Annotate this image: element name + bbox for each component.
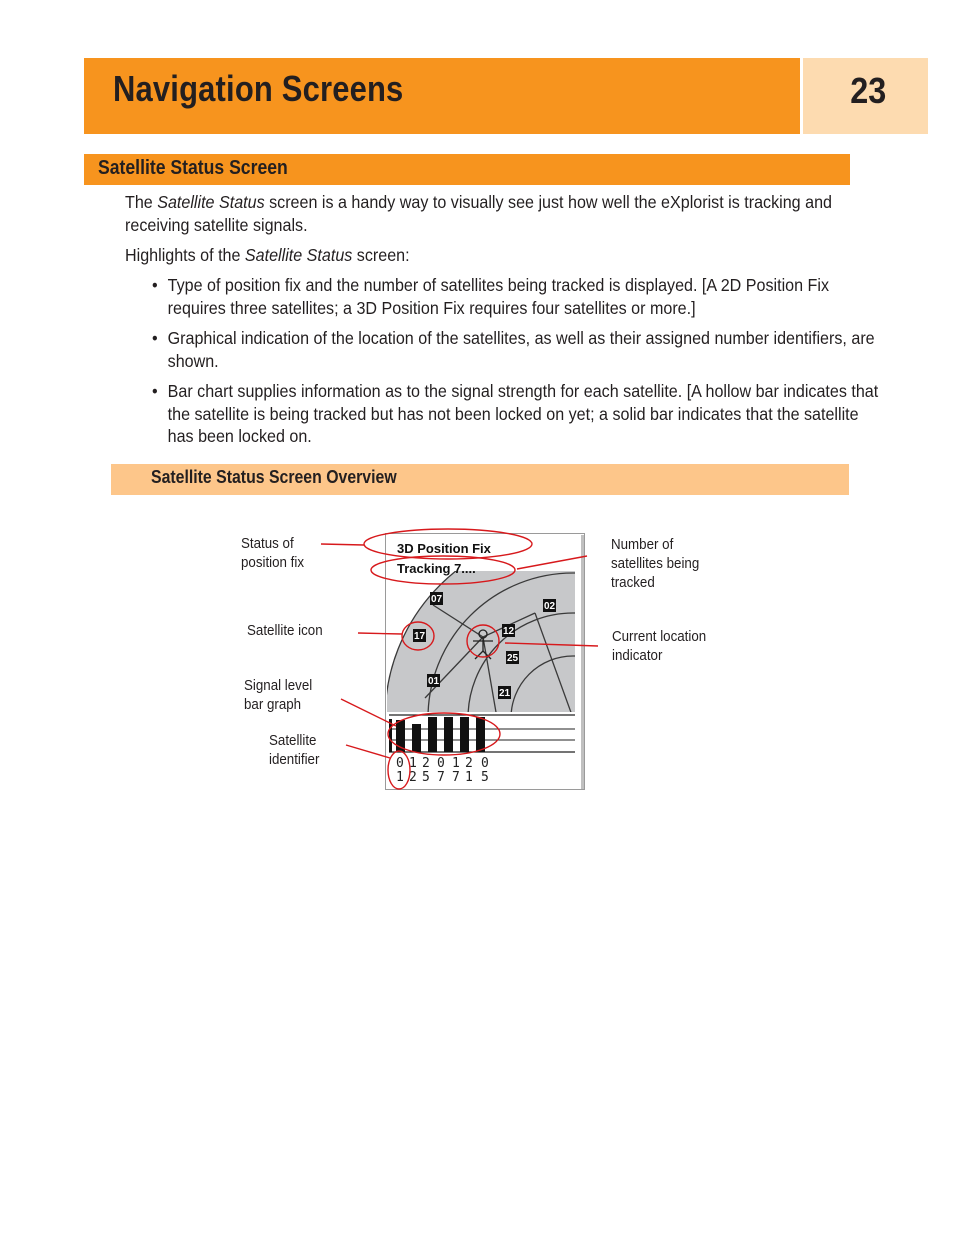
satellite-icon <box>498 686 511 699</box>
signal-bar <box>476 717 485 752</box>
bullet-item: • Bar chart supplies information as to the signal strength for each satellite. [A hollow bar indicates that the satellite is being tracked but has not been locked on yet; a solid bar indicates that the satellite has been locked on. <box>152 381 879 446</box>
bullet-dot: • <box>152 328 158 348</box>
screen-shadow-edge <box>581 535 584 789</box>
svg-text:25: 25 <box>506 653 519 664</box>
bullet-item: • Graphical indication of the location of the satellites, as well as their assigned number identifiers, are shown. <box>152 328 875 371</box>
page-number: 23 <box>850 70 887 111</box>
satellite-icon <box>413 629 426 642</box>
satellite-icon <box>427 674 440 687</box>
intro-paragraph: The Satellite Status screen is a handy way to visually see just how well the eXplorist is tracking and receiving satellite signals. <box>125 192 832 235</box>
bullet-dot: • <box>152 381 158 401</box>
satellite-icon <box>502 624 515 637</box>
svg-text:1: 1 <box>452 756 460 771</box>
svg-text:2: 2 <box>422 756 430 771</box>
svg-text:02: 02 <box>543 601 556 612</box>
svg-text:7: 7 <box>437 770 445 785</box>
callout-current-location: Current location indicator <box>612 629 707 664</box>
svg-text:1: 1 <box>396 770 404 785</box>
screen-name-italic: Satellite Status <box>244 245 353 265</box>
leader-line <box>321 544 364 545</box>
svg-text:7: 7 <box>452 770 460 785</box>
tracking-status: Tracking 7.... <box>397 561 476 576</box>
section-title: Satellite Status Screen <box>98 157 288 179</box>
svg-text:1: 1 <box>409 756 417 771</box>
signal-bar <box>444 717 453 752</box>
callout-satellite-identifier: Satellite identifier <box>269 733 320 768</box>
satellite-icon <box>506 651 519 664</box>
callout-signal-bar-graph: Signal level bar graph <box>244 678 313 713</box>
satellite-icon <box>430 592 443 605</box>
svg-text:2: 2 <box>409 770 417 785</box>
svg-text:01: 01 <box>427 676 440 687</box>
svg-text:0: 0 <box>481 756 489 771</box>
chapter-title: Navigation Screens <box>113 68 404 109</box>
signal-bar <box>428 717 437 752</box>
bullet-dot: • <box>152 275 158 295</box>
position-fix-status: 3D Position Fix <box>397 541 491 556</box>
signal-bar <box>460 717 469 752</box>
satellite-icon <box>543 599 556 612</box>
svg-text:5: 5 <box>481 770 489 785</box>
signal-bar <box>396 720 405 752</box>
svg-text:07: 07 <box>430 594 443 605</box>
bullet-item: • Type of position fix and the number of satellites being tracked is displayed. [A 2D Position Fix requires three satellites; a 3D Position Fix requires four satellites or more.] <box>152 275 829 318</box>
callout-number-of-satellites: Number of satellites being tracked <box>611 537 700 591</box>
callout-status-of-fix: Status of position fix <box>241 536 305 571</box>
callout-satellite-icon: Satellite icon <box>247 623 323 639</box>
svg-text:0: 0 <box>437 756 445 771</box>
svg-text:17: 17 <box>413 631 426 642</box>
subsection-title: Satellite Status Screen Overview <box>151 467 397 487</box>
device-screen <box>385 533 585 790</box>
svg-text:21: 21 <box>498 688 511 699</box>
screen-name-italic: Satellite Status <box>157 192 265 212</box>
svg-text:1: 1 <box>465 770 473 785</box>
svg-text:0: 0 <box>396 756 404 771</box>
signal-bar <box>389 719 392 752</box>
svg-text:5: 5 <box>422 770 430 785</box>
svg-text:12: 12 <box>502 626 515 637</box>
svg-text:2: 2 <box>465 756 473 771</box>
signal-bar <box>412 724 421 752</box>
highlights-intro: Highlights of the Satellite Status screen: <box>125 245 410 265</box>
leader-line <box>346 745 390 758</box>
